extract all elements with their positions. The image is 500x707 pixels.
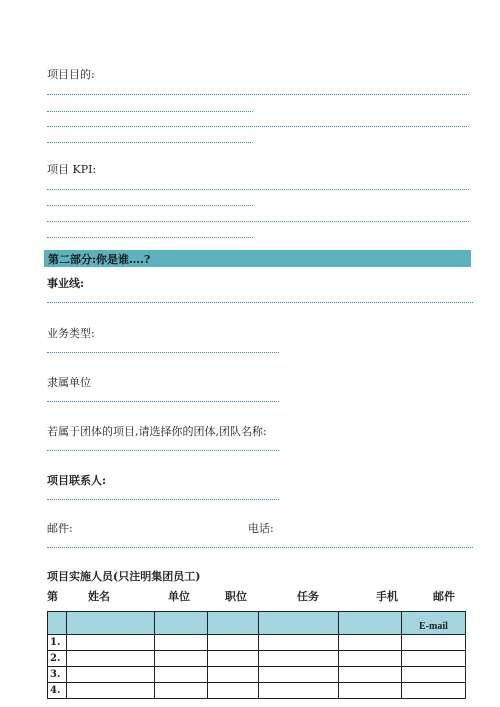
col-header-index: 第	[47, 590, 58, 603]
col-header-name: 姓名	[88, 590, 110, 603]
table-cell[interactable]	[402, 667, 466, 683]
table-cell[interactable]	[155, 635, 208, 651]
col-header-mail: 邮件	[433, 590, 455, 603]
table-cell[interactable]	[208, 667, 259, 683]
project-kpi-line-1[interactable]	[47, 189, 469, 190]
table-row	[48, 683, 466, 699]
project-kpi-label: 项目 KPI:	[47, 163, 97, 176]
header-cell	[67, 612, 155, 635]
header-cell	[48, 612, 67, 635]
contact-field[interactable]	[47, 499, 279, 500]
col-header-mobile: 手机	[376, 590, 398, 603]
col-header-task: 任务	[297, 590, 319, 603]
team-name-field[interactable]	[47, 450, 279, 451]
row-number: 2.	[48, 651, 67, 667]
team-prompt-label: 若属于团体的项目,请选择你的团体,团队名称:	[47, 425, 267, 438]
table-row	[48, 635, 466, 651]
table-cell[interactable]	[339, 667, 402, 683]
section-2-header	[44, 250, 471, 267]
project-goal-line-4[interactable]	[47, 142, 253, 143]
table-cell[interactable]	[208, 635, 259, 651]
header-cell	[155, 612, 208, 635]
table-cell[interactable]	[208, 651, 259, 667]
staff-table-header-row	[48, 612, 466, 635]
business-line-label: 事业线:	[47, 277, 85, 290]
section-2-title: 第二部分:你是谁….?	[48, 253, 151, 266]
table-cell[interactable]	[339, 635, 402, 651]
table-cell[interactable]	[402, 635, 466, 651]
table-cell[interactable]	[259, 635, 339, 651]
project-kpi-line-2[interactable]	[47, 205, 253, 206]
table-cell[interactable]	[259, 651, 339, 667]
business-type-field[interactable]	[47, 352, 279, 353]
project-goal-line-1[interactable]	[47, 94, 469, 95]
row-number: 1.	[48, 635, 67, 651]
header-cell	[208, 612, 259, 635]
email-label: 邮件:	[47, 522, 73, 535]
project-kpi-line-3[interactable]	[47, 221, 469, 222]
col-header-unit: 单位	[168, 590, 190, 603]
project-kpi-line-4[interactable]	[47, 237, 253, 238]
table-cell[interactable]	[259, 683, 339, 699]
table-cell[interactable]	[67, 635, 155, 651]
table-cell[interactable]	[155, 651, 208, 667]
table-cell[interactable]	[67, 683, 155, 699]
table-cell[interactable]	[208, 683, 259, 699]
business-type-label: 业务类型:	[47, 327, 95, 340]
business-line-field[interactable]	[47, 302, 473, 303]
row-number: 3.	[48, 667, 67, 683]
project-goal-label: 项目目的:	[47, 68, 95, 81]
header-cell	[259, 612, 339, 635]
email-header-cell: E-mail	[402, 612, 466, 635]
table-cell[interactable]	[339, 651, 402, 667]
staff-table	[47, 611, 466, 699]
email-phone-field[interactable]	[47, 547, 473, 548]
header-cell	[339, 612, 402, 635]
table-cell[interactable]	[402, 651, 466, 667]
affiliation-field[interactable]	[47, 401, 279, 402]
table-cell[interactable]	[155, 683, 208, 699]
project-goal-line-3[interactable]	[47, 126, 469, 127]
table-cell[interactable]	[259, 667, 339, 683]
table-cell[interactable]	[67, 651, 155, 667]
table-row	[48, 667, 466, 683]
table-cell[interactable]	[402, 683, 466, 699]
table-cell[interactable]	[339, 683, 402, 699]
staff-title: 项目实施人员(只注明集团员工)	[47, 570, 201, 583]
table-cell[interactable]	[67, 667, 155, 683]
col-header-position: 职位	[225, 590, 247, 603]
phone-label: 电话:	[248, 522, 274, 535]
project-goal-line-2[interactable]	[47, 111, 253, 112]
row-number: 4.	[48, 683, 67, 699]
contact-label: 项目联系人:	[47, 474, 107, 487]
table-row	[48, 651, 466, 667]
table-cell[interactable]	[155, 667, 208, 683]
affiliation-label: 隶属单位	[47, 376, 91, 389]
